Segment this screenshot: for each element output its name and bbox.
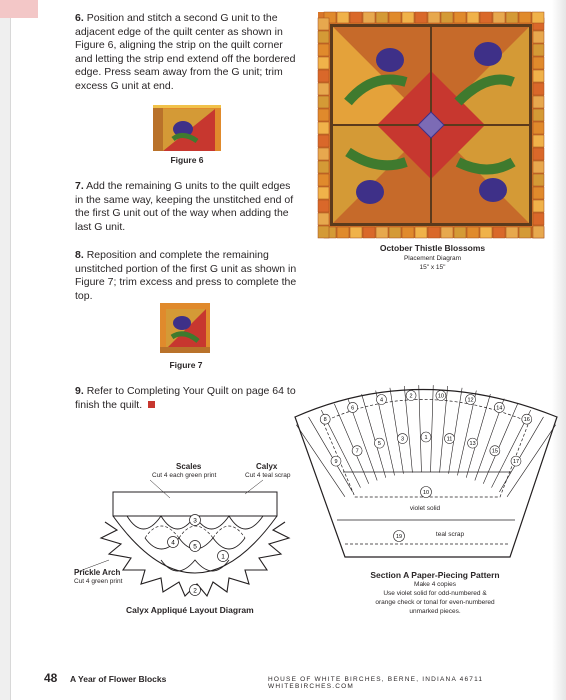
step-9 — [75, 385, 300, 412]
scales-label: Scales — [176, 462, 202, 471]
section-a-pattern — [285, 372, 565, 572]
pattern-number: 15 — [491, 448, 498, 455]
quilt-border-piece — [533, 148, 544, 160]
pattern-number: 8 — [323, 417, 327, 424]
calyx-layout-diagram — [95, 480, 295, 605]
scales-row-3 — [161, 560, 229, 571]
quilt-border-piece — [318, 213, 329, 225]
quilt-border-piece — [318, 31, 329, 43]
quilt-border-piece — [533, 135, 544, 147]
quilt-border-piece — [376, 12, 388, 23]
piece-1-number: 1 — [221, 553, 225, 561]
quilt-border-piece — [480, 12, 492, 23]
quilt-border-piece — [415, 12, 427, 23]
quilt-border-piece — [318, 161, 329, 173]
figure-7-image — [160, 303, 210, 353]
fig7-thistle — [173, 316, 191, 330]
page-edge-left — [0, 0, 11, 700]
page-edge-right — [552, 0, 566, 700]
scales-note: Cut 4 each green print — [152, 472, 217, 479]
placement-title: October Thistle Blossoms — [379, 243, 486, 253]
pattern-number: 1 — [424, 435, 428, 441]
placement-subtitle: Placement Diagram — [403, 255, 462, 262]
thistle-tr — [474, 42, 502, 66]
quilt-border-piece — [318, 70, 329, 82]
teal-scrap-label: teal scrap — [435, 531, 465, 538]
quilt-placement-image — [318, 12, 544, 238]
pattern-arc-line — [446, 388, 463, 474]
quilt-border-piece — [318, 226, 329, 238]
quilt-border-piece — [533, 122, 544, 134]
quilt-border-piece — [363, 227, 375, 238]
pattern-arc-line — [466, 394, 490, 478]
pattern-number: 19 — [395, 534, 403, 540]
quilt-border-piece — [318, 96, 329, 108]
section-a-title: Section A Paper-Piecing Pattern — [370, 570, 500, 580]
quilt-border-piece — [389, 12, 401, 23]
quilt-border-piece — [318, 122, 329, 134]
piece-2-number: 2 — [193, 587, 197, 595]
quilt-border-piece — [402, 12, 414, 23]
step-7 — [75, 180, 300, 234]
quilt-border-piece — [350, 227, 362, 238]
quilt-border-piece — [318, 187, 329, 199]
fig7-bottom-strip — [160, 347, 210, 353]
pattern-number: 14 — [496, 405, 503, 412]
pattern-number: 16 — [523, 417, 530, 424]
quilt-border-piece — [337, 227, 349, 238]
quilt-border-piece — [533, 187, 544, 199]
quilt-border-piece — [533, 96, 544, 108]
step-9-text: Refer to Completing Your Quilt on page 64 to finish the quilt. — [75, 385, 296, 411]
quilt-border-piece — [441, 227, 453, 238]
pattern-arc-numbers — [320, 391, 532, 542]
pattern-number: 5 — [377, 441, 381, 448]
quilt-border-piece — [454, 12, 466, 23]
quilt-border-piece — [402, 227, 414, 238]
step-9-number: 9. — [75, 385, 84, 397]
piece-5-number: 5 — [193, 543, 197, 551]
pattern-number: 11 — [446, 436, 453, 443]
quilt-border-piece — [480, 227, 492, 238]
violet-solid-label: violet solid — [409, 505, 441, 512]
page-number: 48 — [44, 671, 58, 685]
pattern-number: 17 — [512, 459, 520, 466]
quilt-border-piece — [441, 12, 453, 23]
placement-size: 15" x 15" — [419, 264, 446, 271]
step-8-text: Reposition and complete the remaining unstitched portion of the first G unit as shown in Figure 7; trim excess and press to complete the top. — [75, 249, 297, 302]
pattern-number: 9 — [334, 459, 338, 466]
calyx-label: Calyx — [256, 462, 278, 471]
quilt-border-piece — [533, 31, 544, 43]
quilt-block-tr — [432, 27, 529, 124]
quilt-border-piece — [389, 227, 401, 238]
quilt-block-br — [432, 126, 529, 223]
calyx-diagram-title: Calyx Appliqué Layout Diagram — [126, 605, 254, 615]
quilt-border-piece — [533, 83, 544, 95]
book-title: A Year of Flower Blocks — [70, 674, 167, 684]
section-a-note-3: orange check or tonal for even-numbered — [375, 599, 495, 606]
quilt-border-piece — [318, 135, 329, 147]
prickle-arch-label: Prickle Arch — [74, 568, 121, 577]
thistle-tl — [376, 48, 404, 72]
quilt-border-piece — [533, 200, 544, 212]
quilt-border-piece — [533, 57, 544, 69]
quilt-border-piece — [506, 12, 518, 23]
end-mark-icon — [148, 401, 155, 408]
quilt-border-piece — [533, 109, 544, 121]
step-7-number: 7. — [75, 180, 84, 192]
fig6-top-strip — [153, 105, 221, 108]
scales-dash-row — [145, 526, 245, 538]
figure-6-caption: Figure 6 — [170, 155, 204, 165]
quilt-border-piece — [506, 227, 518, 238]
quilt-border-piece — [350, 12, 362, 23]
fig6-strip — [153, 105, 163, 151]
quilt-border-piece — [376, 227, 388, 238]
quilt-border-piece — [318, 200, 329, 212]
quilt-block-bl — [333, 126, 430, 223]
step-8 — [75, 249, 300, 303]
quilt-border-piece — [318, 174, 329, 186]
quilt-border-piece — [519, 12, 531, 23]
thistle-br — [479, 178, 507, 202]
quilt-border-piece — [318, 57, 329, 69]
figure-7-caption: Figure 7 — [169, 360, 203, 370]
quilt-border-piece — [363, 12, 375, 23]
quilt-border-piece — [428, 12, 440, 23]
quilt-border-piece — [533, 70, 544, 82]
quilt-border-piece — [318, 18, 329, 30]
quilt-border-piece — [318, 44, 329, 56]
section-a-note-4: unmarked pieces. — [409, 608, 461, 615]
thistle-bl — [356, 180, 384, 204]
quilt-border-piece — [493, 12, 505, 23]
step-7-text: Add the remaining G units to the quilt edges in the same way, keeping the unstitched end of the first G unit out of the way when adding the last G unit. — [75, 180, 294, 233]
figure-6-image — [153, 105, 221, 151]
pattern-number: 7 — [355, 448, 359, 455]
pattern-number: 13 — [469, 441, 476, 448]
pattern-arc-line — [419, 385, 422, 472]
pattern-number: 2 — [409, 393, 413, 400]
calyx-note: Cut 4 teal scrap — [245, 472, 291, 479]
quilt-border-piece — [318, 148, 329, 160]
quilt-border-piece — [532, 12, 544, 23]
pattern-number: 3 — [400, 436, 405, 443]
quilt-border-piece — [415, 227, 427, 238]
pattern-number: 4 — [379, 397, 384, 404]
quilt-border-piece — [533, 226, 544, 238]
section-a-note-2: Use violet solid for odd-numbered & — [383, 590, 487, 597]
section-a-note-1: Make 4 copies — [414, 581, 456, 588]
quilt-border-piece — [467, 227, 479, 238]
pattern-number: 10 — [422, 490, 430, 496]
pattern-arc-line — [431, 385, 434, 472]
pattern-number: 10 — [437, 393, 444, 400]
quilt-border-piece — [533, 161, 544, 173]
calyx-band — [113, 492, 277, 516]
quilt-border-piece — [454, 227, 466, 238]
piece-3-number: 3 — [193, 517, 197, 525]
quilt-border-piece — [533, 213, 544, 225]
quilt-border-piece — [337, 12, 349, 23]
step-8-number: 8. — [75, 249, 84, 261]
pattern-number: 6 — [351, 405, 355, 412]
quilt-border-piece — [493, 227, 505, 238]
pattern-arc-line — [362, 394, 386, 478]
scales-leader — [150, 480, 170, 498]
quilt-border-piece — [533, 174, 544, 186]
step-6 — [75, 12, 300, 94]
step-6-text: Position and stitch a second G unit to the adjacent edge of the quilt center as shown in Figure 6, aligning the strip on the quilt corner and letting the strip end extend off the bordered edge. Press seam away from the G unit; trim excess G unit at end. — [75, 12, 296, 92]
page-tab-pink — [0, 0, 38, 18]
quilt-border-piece — [467, 12, 479, 23]
quilt-block-tl — [333, 27, 430, 124]
piece-4-number: 4 — [171, 539, 175, 547]
pattern-number: 12 — [467, 397, 474, 404]
quilt-border-piece — [318, 109, 329, 121]
quilt-border-piece — [318, 83, 329, 95]
step-6-number: 6. — [75, 12, 84, 24]
prickle-arch-note: Cut 4 green print — [74, 578, 123, 585]
publisher-line: HOUSE OF WHITE BIRCHES, BERNE, INDIANA 46711 WHITEBIRCHES.COM — [268, 676, 484, 690]
quilt-border-piece — [519, 227, 531, 238]
quilt-border-piece — [533, 44, 544, 56]
quilt-border-piece — [428, 227, 440, 238]
